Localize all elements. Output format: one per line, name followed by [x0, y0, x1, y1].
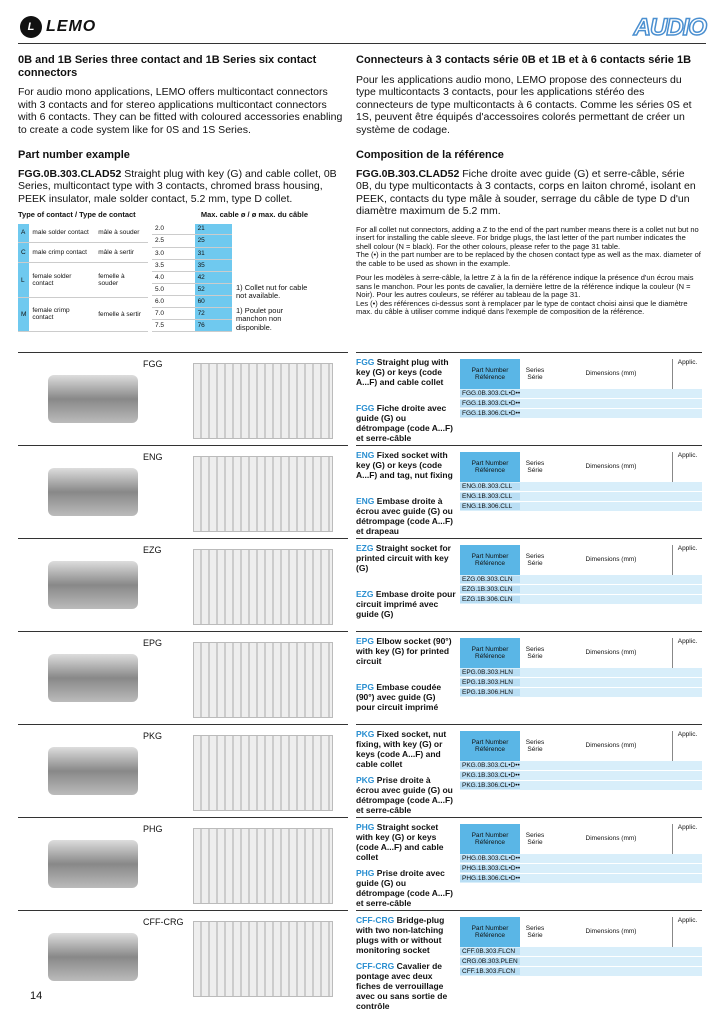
contact-cell: L	[18, 263, 29, 297]
product-prefix: PKG	[356, 775, 375, 785]
diameter-cell: 2.5	[152, 235, 195, 247]
part-number: CRG.0B.303.PLEN	[460, 958, 520, 966]
product-desc-fr	[356, 496, 456, 536]
diameter-row	[152, 271, 232, 283]
product-text-fr: Embase coudée (90°) avec guide (G) pour circuit imprimé	[356, 682, 442, 712]
product-code-label: PHG	[143, 824, 163, 834]
part-number: ENG.1B.303.CLL	[460, 493, 520, 501]
product-code-label: ENG	[143, 452, 163, 462]
product-text-fr: Embase droite à écrou avec guide (G) ou détrompage (code A...F) et drapeau	[356, 496, 453, 536]
part-number: FGG.1B.306.CL•D••	[462, 409, 521, 417]
en-pn-heading: Part number example	[18, 149, 130, 161]
spec-table	[460, 731, 702, 791]
col-applic: Applic.	[672, 917, 702, 947]
product-spec-panel	[356, 538, 702, 634]
product-prefix: PHG	[356, 822, 375, 832]
product-code-label: FGG	[143, 359, 163, 369]
spec-table	[460, 824, 702, 884]
table-row	[460, 688, 702, 698]
product-spec-panel	[356, 631, 702, 727]
part-number: EZG.0B.303.CLN	[460, 576, 520, 584]
diameter-row	[152, 235, 232, 247]
product-prefix: PKG	[356, 729, 375, 739]
product-desc-fr	[356, 775, 456, 815]
col-dimensions: Dimensions (mm)	[585, 649, 637, 657]
logo-text: LEMO	[46, 18, 97, 35]
part-number: ENG.1B.306.CLL	[460, 503, 520, 511]
contact-cell: A	[18, 224, 29, 243]
en-title: 0B and 1B Series three contact and 1B Series six contact connectors	[18, 54, 317, 79]
table-row	[460, 389, 702, 399]
note-3: Pour les modèles à serre-câble, la lettre Z à la fin de la référence indique la présence d'un écrou mais sans le manchon. Pour les ponts de cavalier, la dernière lettre de la référence indique la couleur (N = Noir). Pour les autres couleurs, se référer au tableau de la page 31.	[356, 273, 694, 299]
table-row	[460, 874, 702, 884]
col-part-number: Part Number Référence	[460, 545, 520, 575]
product-desc-fr	[356, 403, 456, 443]
col-part-number: Part Number Référence	[460, 731, 520, 761]
product-image-panel	[18, 538, 348, 634]
table-row	[460, 781, 702, 791]
fr-title: Connecteurs à 3 contacts série 0B et 1B et à 6 contacts série 1B	[356, 54, 692, 66]
en-pn-text: Straight plug with key (G) and cable collet, 0B Series, multicontact type with 3 contacts, chromed brass housing, PEEK insulator, male solder contact, 5.2 mm, type D collet.	[18, 167, 337, 205]
product-text-en: Straight plug with key (G) or keys (code A...F) and cable collet	[356, 357, 449, 387]
contact-row	[18, 297, 148, 331]
diameter-row	[152, 247, 232, 259]
diameter-row	[152, 295, 232, 307]
part-number: CFF.1B.303.FLCN	[460, 968, 520, 976]
col-part-number: Part Number Référence	[460, 359, 520, 389]
col-part-number: Part Number Référence	[460, 452, 520, 482]
col-applic: Applic.	[672, 452, 702, 482]
product-code-label: EZG	[143, 545, 162, 555]
table-row	[460, 761, 702, 771]
part-number: EPG.0B.303.HLN	[460, 669, 520, 677]
product-prefix: ENG	[356, 496, 375, 506]
product-image-panel	[18, 352, 348, 448]
col-series: Series Série	[525, 924, 545, 939]
product-prefix: ENG	[356, 450, 375, 460]
product-prefix: EPG	[356, 636, 374, 646]
part-number: FGG.0B.303.CL•D••	[462, 389, 521, 397]
col-applic: Applic.	[672, 545, 702, 575]
part-number: ENG.0B.303.CLL	[460, 483, 520, 491]
product-prefix: FGG	[356, 357, 375, 367]
technical-drawing	[193, 828, 333, 904]
product-desc-en	[356, 915, 456, 955]
col-series: Series Série	[525, 552, 545, 567]
part-number: PKG.1B.303.CL•D••	[462, 771, 520, 779]
col-dimensions: Dimensions (mm)	[585, 556, 637, 564]
section-title: AUDIO	[633, 14, 706, 41]
technical-drawing	[193, 363, 333, 439]
part-number: PHG.1B.303.CL•D••	[462, 864, 521, 872]
diameter-cell: 4.0	[152, 271, 195, 283]
connector-photo	[48, 933, 138, 981]
contact-table-title: Type of contact / Type de contact	[18, 210, 136, 219]
contact-table-title2: Max. cable ø / ø max. du câble	[200, 210, 308, 219]
diameter-code: 31	[195, 247, 232, 259]
contact-cell: male crimp contact	[29, 243, 95, 263]
diameter-cell: 3.0	[152, 247, 195, 259]
product-text-fr: Prise droite à écrou avec guide (G) ou détrompage (code A...F) et serre-câble	[356, 775, 453, 815]
contact-cell: mâle à souder	[95, 224, 148, 243]
table-row	[460, 967, 702, 977]
spec-table	[460, 545, 702, 605]
contact-cell: M	[18, 297, 29, 331]
contact-row	[18, 243, 148, 263]
technical-drawing	[193, 921, 333, 997]
col-part-number: Part Number Référence	[460, 824, 520, 854]
note-1: For all collet nut connectors, adding a Z to the end of the part number means there is a collet nut but no insert for installing the cable sleeve. For bridge plugs, the last letter of the part number indicates the shell colour (N = black). For the other colours, please refer to the page 31 table.	[356, 224, 699, 251]
page-header	[18, 14, 706, 44]
diameter-row	[152, 307, 232, 319]
product-prefix: PHG	[356, 868, 375, 878]
product-spec-panel	[356, 445, 702, 541]
diameter-row	[152, 224, 232, 235]
lemo-logo	[20, 16, 96, 38]
connector-photo	[48, 654, 138, 702]
part-number: PHG.1B.306.CL•D••	[462, 874, 521, 882]
product-desc-en	[356, 543, 456, 573]
french-column	[356, 54, 702, 317]
table-row	[460, 864, 702, 874]
cable-diameter-table	[152, 224, 232, 333]
product-image-panel	[18, 724, 348, 820]
part-number: EPG.1B.303.HLN	[460, 679, 520, 687]
connector-photo	[48, 747, 138, 795]
part-number: CFF.0B.303.FLCN	[460, 948, 520, 956]
col-part-number: Part Number Référence	[460, 638, 520, 668]
product-text-en: Elbow socket (90°) with key (G) for printed circuit	[356, 636, 452, 666]
diameter-code: 42	[195, 271, 232, 283]
technical-drawing	[193, 456, 333, 532]
product-desc-en	[356, 822, 456, 862]
product-spec-panel	[356, 352, 702, 448]
diameter-row	[152, 319, 232, 331]
contact-row	[18, 263, 148, 297]
product-text-en: Fixed socket, nut fixing, with key (G) or keys (code A...F) and cable collet	[356, 729, 447, 769]
part-number: EZG.1B.303.CLN	[460, 586, 520, 594]
product-text-fr: Cavalier de pontage avec deux fiches de verrouillage avec ou sans sortie de contrôle	[356, 961, 448, 1011]
technical-drawing	[193, 735, 333, 811]
table-row	[460, 595, 702, 605]
contact-cell: femelle à sertir	[95, 297, 148, 331]
diameter-row	[152, 259, 232, 271]
spec-table	[460, 917, 702, 977]
technical-drawing	[193, 642, 333, 718]
part-number: FGG.1B.303.CL•D••	[462, 399, 521, 407]
part-number: PKG.0B.303.CL•D••	[462, 761, 520, 769]
product-desc-fr	[356, 961, 456, 1011]
table-row	[460, 668, 702, 678]
connector-photo	[48, 840, 138, 888]
product-code-label: PKG	[143, 731, 163, 741]
technical-drawing	[193, 549, 333, 625]
diameter-cell: 5.0	[152, 283, 195, 295]
table-row	[460, 492, 702, 502]
table-row	[460, 482, 702, 492]
col-series: Series Série	[525, 645, 545, 660]
product-prefix: CFF-CRG	[356, 961, 395, 971]
col-applic: Applic.	[672, 359, 702, 389]
col-applic: Applic.	[672, 824, 702, 854]
col-series: Series Série	[525, 738, 545, 753]
col-series: Series Série	[525, 459, 545, 474]
table-row	[460, 399, 702, 409]
diameter-cell: 7.5	[152, 319, 195, 331]
product-image-panel	[18, 817, 348, 913]
diameter-code: 35	[195, 259, 232, 271]
product-desc-en	[356, 357, 456, 387]
product-text-en: Straight socket for printed circuit with key (G)	[356, 543, 451, 573]
spec-table	[460, 452, 702, 512]
product-text-fr: Fiche droite avec guide (G) ou détrompage (code A...F) et serre-câble	[356, 403, 453, 443]
col-dimensions: Dimensions (mm)	[585, 742, 637, 750]
product-image-panel	[18, 910, 348, 1030]
contact-cell: female crimp contact	[29, 297, 95, 331]
part-number: PHG.0B.303.CL•D••	[462, 854, 521, 862]
diameter-cell: 2.0	[152, 224, 195, 235]
product-image-panel	[18, 445, 348, 541]
product-code-label: CFF-CRG	[143, 917, 184, 927]
contact-cell: male solder contact	[29, 224, 95, 243]
col-dimensions: Dimensions (mm)	[585, 370, 637, 378]
col-dimensions: Dimensions (mm)	[585, 835, 637, 843]
table-row	[460, 947, 702, 957]
product-spec-panel	[356, 910, 702, 1011]
col-dimensions: Dimensions (mm)	[585, 928, 637, 936]
product-prefix: EPG	[356, 682, 374, 692]
product-prefix: EZG	[356, 589, 374, 599]
product-text-en: Bridge-plug with two non-latching plugs with or without monitoring socket	[356, 915, 445, 955]
part-number: EZG.1B.306.CLN	[460, 596, 520, 604]
product-desc-en	[356, 636, 456, 666]
part-number: EPG.1B.306.HLN	[460, 689, 520, 697]
contact-row	[18, 224, 148, 243]
spec-table	[460, 359, 702, 419]
col-applic: Applic.	[672, 731, 702, 761]
product-desc-en	[356, 729, 456, 769]
product-text-en: Fixed socket with key (G) or keys (code A...F) and tag, nut fixing	[356, 450, 453, 480]
product-prefix: CFF-CRG	[356, 915, 395, 925]
fr-intro: Pour les applications audio mono, LEMO propose des connecteurs du type multicontacts 3 contacts, pour les applications stéréo des connecteurs de type multicontacts à 6 contacts. Comme les séries 0S et 1S, peuvent être équipés d'accessoires colorés permettant de créer un système de codage.	[356, 73, 692, 136]
product-text-en: Straight socket with key (G) or keys (code A...F) and cable collet	[356, 822, 444, 862]
table-row	[460, 771, 702, 781]
product-spec-panel	[356, 817, 702, 913]
contact-type-table	[18, 224, 148, 333]
en-pn-code: FGG.0B.303.CLAD52	[18, 167, 122, 180]
diameter-code: 60	[195, 295, 232, 307]
spec-table	[460, 638, 702, 698]
diameter-code: 72	[195, 307, 232, 319]
table-row	[460, 854, 702, 864]
product-image-panel	[18, 631, 348, 727]
col-dimensions: Dimensions (mm)	[585, 463, 637, 471]
diameter-code: 76	[195, 319, 232, 331]
contact-cell: mâle à sertir	[95, 243, 148, 263]
diameter-code: 21	[195, 224, 232, 235]
diameter-cell: 7.0	[152, 307, 195, 319]
footnote-en: 1) Collet nut for cable not available.	[236, 282, 308, 300]
product-prefix: FGG	[356, 403, 375, 413]
connector-photo	[48, 561, 138, 609]
fr-pn-text: Fiche droite avec guide (G) et serre-câble, série 0B, du type multicontacts à 3 contacts, corps en laiton chromé, isolant en PEEK, contacts du type mâle à souder, serrage du câble de type D d'un diamètre maximum de 5.2 mm.	[356, 167, 696, 217]
contact-cell: female solder contact	[29, 263, 95, 297]
diameter-code: 52	[195, 283, 232, 295]
en-intro: For audio mono applications, LEMO offers multicontact connectors with 3 contacts and for stereo applications multicontact connectors with 6 contacts. They can be fitted with coloured accessories enabling to create a code system like for 0S and 1S Series.	[18, 86, 343, 136]
note-4: Les (•) des références ci-dessus sont à remplacer par le type de contact choisi ainsi que le diamètre max. du câble à utiliser comme indiqué dans l'exemple de composition de la référence.	[356, 298, 688, 316]
product-spec-panel	[356, 724, 702, 820]
product-desc-fr	[356, 682, 456, 712]
table-row	[460, 575, 702, 585]
table-row	[460, 409, 702, 419]
col-applic: Applic.	[672, 638, 702, 668]
product-desc-en	[356, 450, 456, 480]
product-text-fr: Prise droite avec guide (G) ou détrompage (code A...F) et serre-câble	[356, 868, 453, 908]
col-series: Series Série	[525, 831, 545, 846]
fr-pn-code: FGG.0B.303.CLAD52	[356, 167, 460, 180]
connector-photo	[48, 375, 138, 423]
diameter-code: 25	[195, 235, 232, 247]
diameter-row	[152, 283, 232, 295]
table-row	[460, 957, 702, 967]
diameter-cell: 3.5	[152, 259, 195, 271]
col-series: Series Série	[525, 366, 545, 381]
connector-photo	[48, 468, 138, 516]
product-code-label: EPG	[143, 638, 163, 648]
english-column	[18, 54, 348, 332]
col-part-number: Part Number Référence	[460, 917, 520, 947]
table-row	[460, 678, 702, 688]
diameter-cell: 6.0	[152, 295, 195, 307]
product-prefix: EZG	[356, 543, 374, 553]
product-text-fr: Embase droite pour circuit imprimé avec guide (G)	[356, 589, 456, 619]
fr-pn-heading: Composition de la référence	[356, 149, 504, 161]
contact-cell: C	[18, 243, 29, 263]
footnote-fr: 1) Poulet pour manchon non disponible.	[236, 305, 284, 332]
table-row	[460, 502, 702, 512]
product-desc-fr	[356, 589, 456, 619]
note-2: The (•) in the part number are to be replaced by the chosen contact type as well as the max. diameter of the cable to be used as shown in the example.	[356, 250, 701, 268]
contact-cell: femelle à souder	[95, 263, 148, 297]
page-number: 14	[30, 990, 43, 1002]
lemo-logo-icon: L	[20, 16, 42, 38]
table-row	[460, 585, 702, 595]
part-number: PKG.1B.306.CL•D••	[462, 781, 520, 789]
product-desc-fr	[356, 868, 456, 908]
